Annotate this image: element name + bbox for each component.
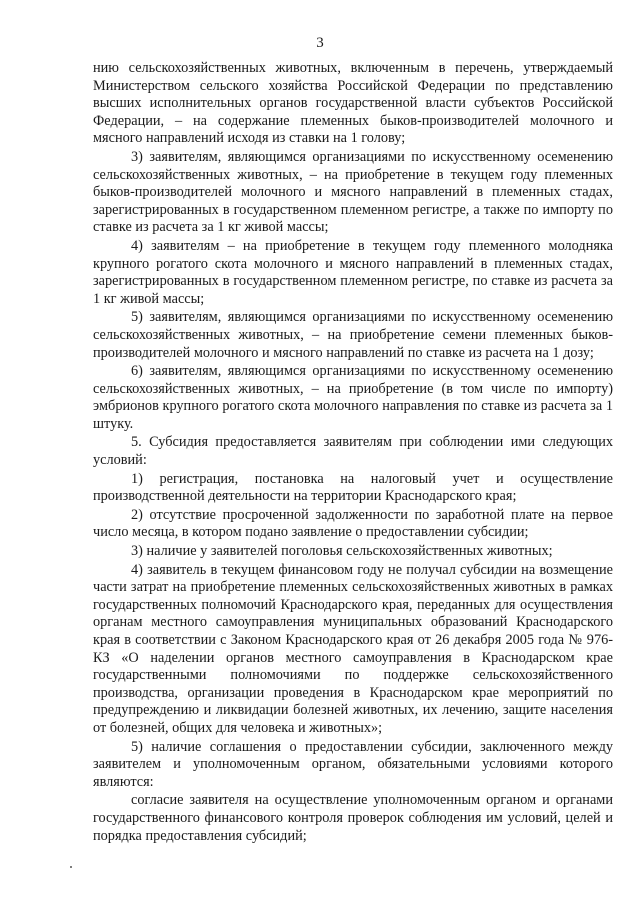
page-number: 3 xyxy=(316,35,324,51)
paragraph-item-3: 3) заявителям, являющимся организациями по искусственному осеменению сельскохозяйственных животных, – на приобретение в текущем году племенных быков-производителей молочного и мясного направлений в племенных стадах, зарегистрированных в государственном племенном регистре, а также по импорту по ставке из расчета за 1 кг живой массы; xyxy=(93,148,613,236)
paragraph-item-4: 4) заявителям – на приобретение в текущем году племенного молодняка крупного рогатого скота молочного и мясного направлений в племенных стадах, зарегистрированных в государственном племенном регистре, по ставке из расчета за 1 кг живой массы; xyxy=(93,237,613,307)
paragraph-condition-2: 2) отсутствие просроченной задолженности по заработной плате на первое число месяца, в котором подано заявление о предоставлении субсидии; xyxy=(93,506,613,541)
paragraph-item-6: 6) заявителям, являющимся организациями по искусственному осеменению сельскохозяйственных животных, – на приобретение (в том числе по импорту) эмбрионов крупного рогатого скота молочного направления по ставке из расчета за 1 штуку. xyxy=(93,363,613,432)
paragraph-condition-4: 4) заявитель в текущем финансовом году не получал субсидии на возмещение части затрат на приобретение племенных сельскохозяйственных животных в рамках государственных полномочий Краснодарского края, переданных для осуществления органам местного самоуправления муниципальных образований Краснодарского края в соответствии с Законом Краснодарского края от 26 декабря 2005 года № 976-КЗ «О наделении органов местного самоуправления в Краснодарском крае государственными полномочиями по поддержке сельскохозяйственного производства, организации проведения в Краснодарском крае мероприятий по предупреждению и ликвидации болезней животных, их лечению, защите населения от болезней, общих для человека и животных»; xyxy=(93,561,613,736)
paragraph-condition-5: 5) наличие соглашения о предоставлении субсидии, заключенного между заявителем и уполномоченным органом, обязательными условиями которого являются: xyxy=(93,738,613,790)
scan-artifact-dot xyxy=(70,866,72,868)
paragraph-item-5: 5) заявителям, являющимся организациями по искусственному осеменению сельскохозяйственных животных, – на приобретение семени племенных быков-производителей молочного и мясного направлений по ставке из расчета на 1 дозу; xyxy=(93,309,613,361)
document-body xyxy=(93,60,613,845)
paragraph-continuation: нию сельскохозяйственных животных, включенным в перечень, утверждаемый Министерством сельского хозяйства Российской Федерации по представлению высших исполнительных органов государственной власти субъектов Российской Федерации, – на содержание племенных быков-производителей молочного и мясного направлений исходя из ставки на 1 голову; xyxy=(93,60,613,147)
paragraph-agreement-consent: согласие заявителя на осуществление уполномоченным органом и органами государственного финансового контроля проверок соблюдения им условий, целей и порядка предоставления субсидий; xyxy=(93,792,613,844)
paragraph-condition-1: 1) регистрация, постановка на налоговый учет и осуществление производственной деятельности на территории Краснодарского края; xyxy=(93,470,613,505)
paragraph-section-5: 5. Субсидия предоставляется заявителям при соблюдении ими следующих условий: xyxy=(93,434,613,469)
paragraph-condition-3: 3) наличие у заявителей поголовья сельскохозяйственных животных; xyxy=(131,543,553,560)
